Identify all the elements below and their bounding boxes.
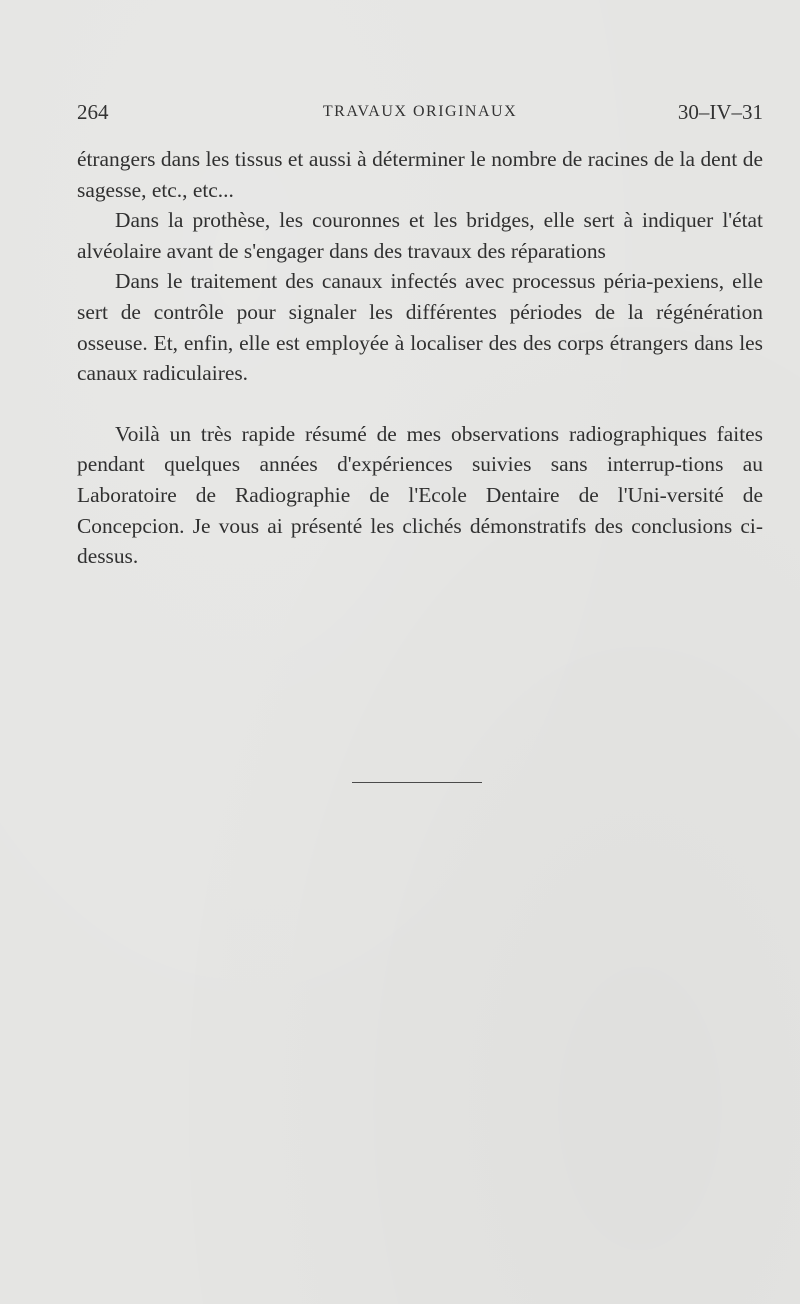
body-text [77, 144, 763, 572]
section-title: TRAVAUX ORIGINAUX [322, 103, 518, 120]
paragraph-canal-treatment: Dans le traitement des canaux infectés avec processus péria-pexiens, elle sert de contrôle pour signaler les différentes périodes de la régénération osseuse. Et, enfin, elle est employée à localiser des des corps étrangers dans les canaux radiculaires. [77, 269, 763, 386]
paragraph-continuation: étrangers dans les tissus et aussi à déterminer le nombre de racines de la dent de sagesse, etc., etc... [77, 147, 763, 202]
paragraph-summary: Voilà un très rapide résumé de mes observations radiographiques faites pendant quelques années d'expériences suivies sans interrup-tions au Laboratoire de Radiographie de l'Ecole Dentaire de l'Uni-versité de Concepcion. Je vous ai présenté les clichés démonstratifs des conclusions ci-dessus. [77, 421, 763, 569]
end-rule-divider [352, 782, 482, 783]
paragraph-prosthesis: Dans la prothèse, les couronnes et les bridges, elle sert à indiquer l'état alvéolaire avant de s'engager dans des travaux des réparations [77, 208, 763, 263]
running-header [77, 100, 763, 128]
issue-date: 30–IV–31 [677, 100, 763, 124]
page-number: 264 [77, 100, 109, 124]
